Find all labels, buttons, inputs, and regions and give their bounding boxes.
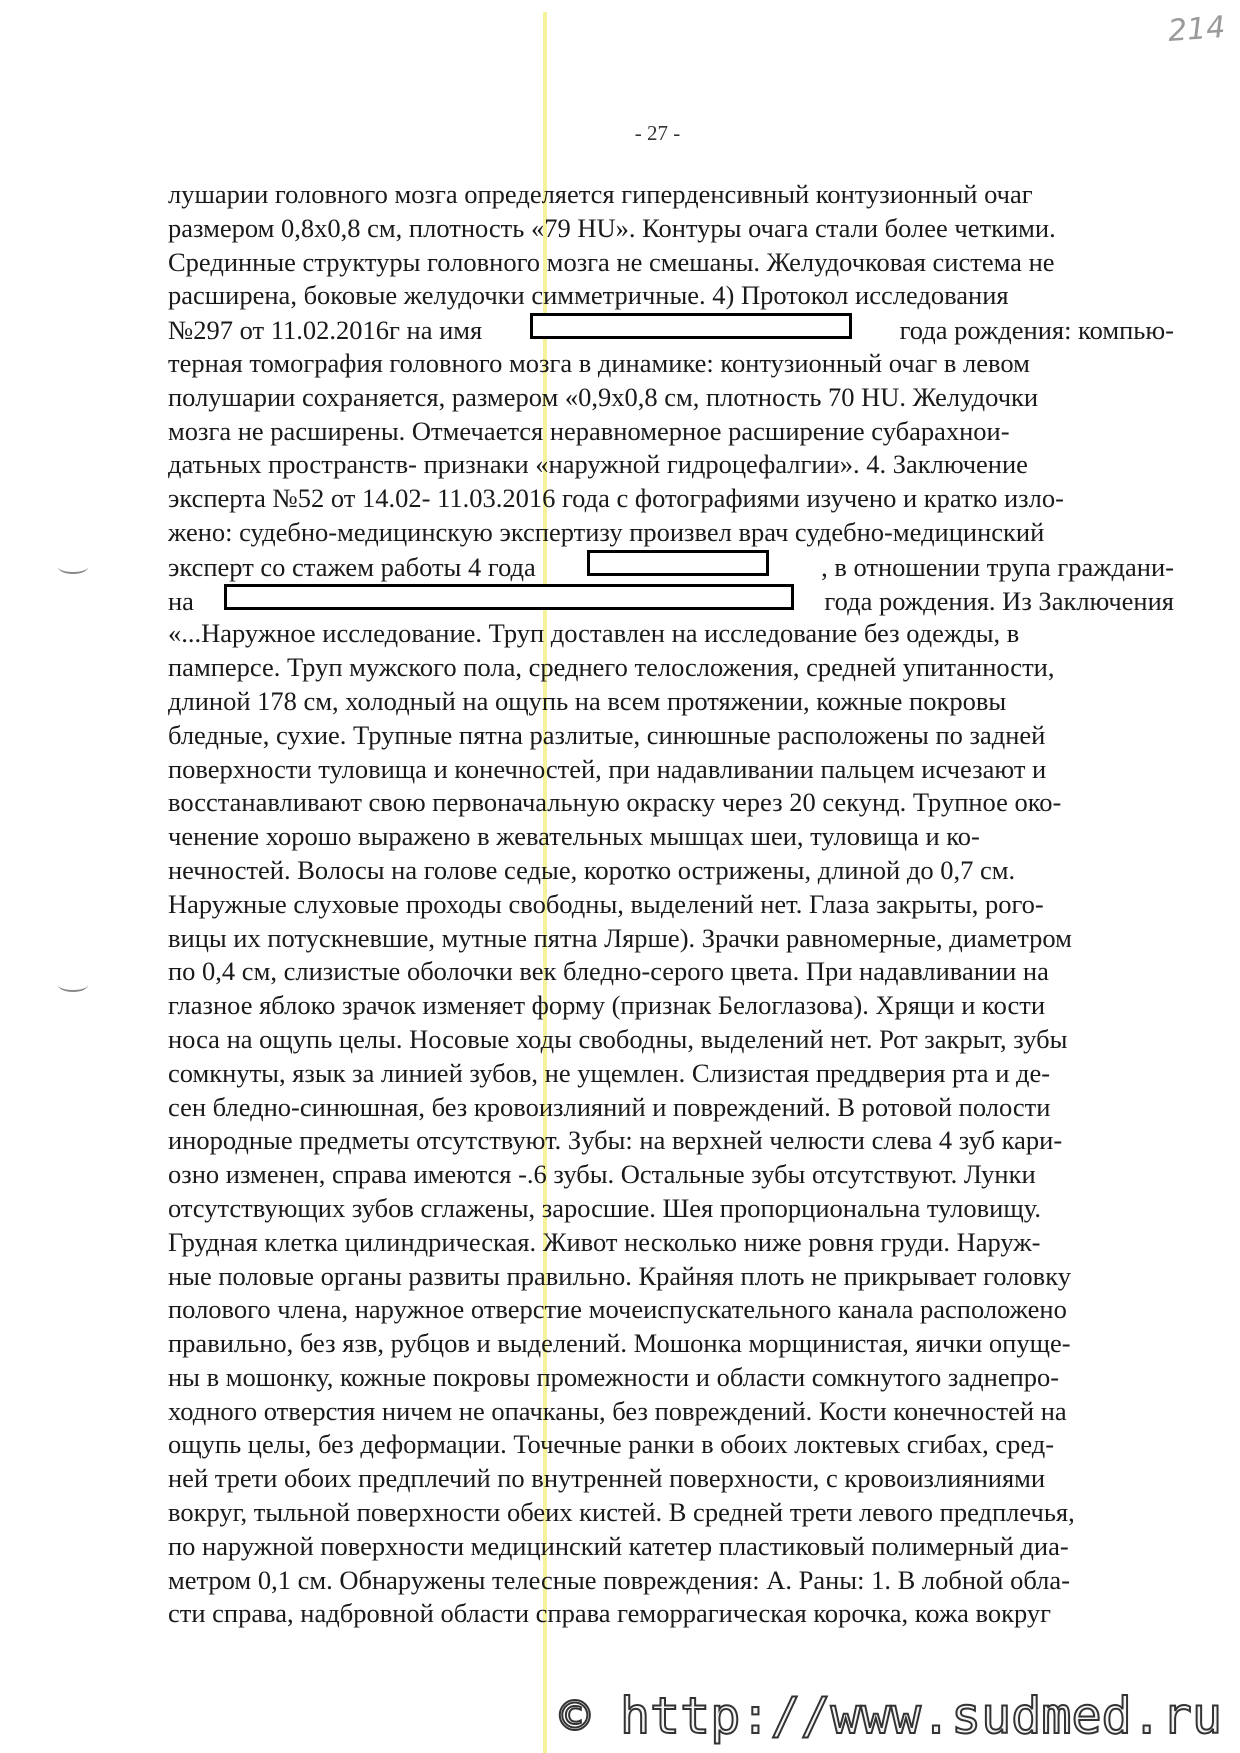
text-line-with-redaction <box>168 550 1174 584</box>
margin-mark <box>58 978 88 992</box>
text-line: Срединные структуры головного мозга не смешаны. Желудочковая система не <box>168 246 1055 277</box>
redaction-box <box>224 584 794 610</box>
text-line: носа на ощупь целы. Носовые ходы свободны, выделений нет. Рот закрыт, зубы <box>168 1023 1068 1054</box>
text-line: глазное яблоко зрачок изменяет форму (признак Белоглазова). Хрящи и кости <box>168 990 1045 1021</box>
text-line: нечностей. Волосы на голове седые, коротко острижены, длиной до 0,7 см. <box>168 854 1016 885</box>
text-line: сти справа, надбровной области справа геморрагическая корочка, кожа вокруг <box>168 1598 1052 1629</box>
text-line: сен бледно-синюшная, без кровоизлияний и повреждений. В ротовой полости <box>168 1091 1051 1122</box>
text-line: полушарии сохраняется, размером «0,9х0,8 см, плотность 70 HU. Желудочки <box>168 381 1039 412</box>
text-line: расширена, боковые желудочки симметричные. 4) Протокол исследования <box>168 280 1009 311</box>
text-line: эксперта №52 от 14.02- 11.03.2016 года с фотографиями изучено и кратко изло- <box>168 483 1064 514</box>
text-line: датьных пространств- признаки «наружной гидроцефалгии». 4. Заключение <box>168 449 1028 480</box>
text-line: правильно, без язв, рубцов и выделений. Мошонка морщинистая, яички опуще- <box>168 1328 1071 1359</box>
text-line: ходного отверстия ничем не опачканы, без повреждений. Кости конечностей на <box>168 1395 1067 1426</box>
text-segment: , в отношении трупа граждани- <box>821 551 1174 582</box>
text-line: по 0,4 см, слизистые оболочки век бледно-серого цвета. При надавливании на <box>168 956 1049 987</box>
text-line: лушарии головного мозга определяется гиперденсивный контузионный очаг <box>168 179 1033 209</box>
text-line: «...Наружное исследование. Труп доставлен на исследование без одежды, в <box>168 618 1020 649</box>
text-line: памперсе. Труп мужского пола, среднего телосложения, средней упитанности, <box>168 652 1055 683</box>
text-line: озно изменен, справа имеются -.6 зубы. Остальные зубы отсутствуют. Лунки <box>168 1159 1036 1190</box>
text-line: размером 0,8х0,8 см, плотность «79 HU». Контуры очага стали более четкими. <box>168 212 1056 243</box>
text-line: ченение хорошо выражено в жевательных мышцах шеи, туловища и ко- <box>168 821 980 852</box>
body-text <box>168 178 1174 1631</box>
text-line: ные половые органы развиты правильно. Крайняя плоть не прикрывает головку <box>168 1260 1071 1291</box>
text-line: длиной 178 см, холодный на ощупь на всем протяжении, кожные покровы <box>168 685 1007 716</box>
text-segment: года рождения: компью- <box>899 315 1174 346</box>
handwritten-page-number: 214 <box>1166 10 1227 49</box>
text-line: по наружной поверхности медицинский катетер пластиковый полимерный диа- <box>168 1530 1069 1561</box>
text-line: отсутствующих зубов сглажены, заросшие. Шея пропорциональна туловищу. <box>168 1192 1041 1223</box>
text-line: бледные, сухие. Трупные пятна разлитые, синюшные расположены по задней <box>168 719 1046 750</box>
text-line: мозга не расширены. Отмечается неравномерное расширение субарахнои- <box>168 415 1010 446</box>
text-line: жено: судебно-медицинскую экспертизу произвел врач судебно-медицинский <box>168 516 1045 547</box>
text-segment: года рождения. Из Заключения <box>824 585 1174 616</box>
text-line-with-redaction <box>168 584 1174 618</box>
watermark: © http://www.sudmed.ru <box>559 1687 1222 1745</box>
redaction-box <box>587 550 769 576</box>
text-line: восстанавливают свою первоначальную окраску через 20 секунд. Трупное око- <box>168 787 1062 818</box>
text-line: ней трети обоих предплечий по внутренней поверхности, с кровоизлияниями <box>168 1463 1046 1494</box>
page-number: - 27 - <box>634 121 681 145</box>
text-line: метром 0,1 см. Обнаружены телесные повреждения: А. Раны: 1. В лобной обла- <box>168 1564 1070 1595</box>
text-line: ны в мошонку, кожные покровы промежности и области сомкнутого заднепро- <box>168 1361 1060 1392</box>
text-line: вокруг, тыльной поверхности обеих кистей. В средней трети левого предплечья, <box>168 1497 1075 1528</box>
text-line: поверхности туловища и конечностей, при надавливании пальцем исчезают и <box>168 753 1047 784</box>
text-line: полового члена, наружное отверстие мочеиспускательного канала расположено <box>168 1294 1067 1325</box>
margin-mark <box>58 560 88 574</box>
text-line: ощупь целы, без деформации. Точечные ранки в обоих локтевых сгибах, сред- <box>168 1429 1055 1460</box>
text-line: Наружные слуховые проходы свободны, выделений нет. Глаза закрыты, рого- <box>168 888 1044 919</box>
text-segment: эксперт со стажем работы 4 года <box>168 551 536 582</box>
redaction-box <box>530 313 852 339</box>
text-line: Грудная клетка цилиндрическая. Живот несколько ниже ровня груди. Наруж- <box>168 1226 1041 1257</box>
text-line: сомкнуты, язык за линией зубов, не ущемлен. Слизистая преддверия рта и де- <box>168 1057 1051 1088</box>
text-line: вицы их потускневшие, мутные пятна Лярше). Зрачки равномерные, диаметром <box>168 922 1072 953</box>
text-line-with-redaction <box>168 313 1174 347</box>
text-segment: №297 от 11.02.2016г на имя <box>168 315 483 346</box>
text-line: инородные предметы отсутствуют. Зубы: на верхней челюсти слева 4 зуб кари- <box>168 1125 1063 1156</box>
text-segment: на <box>168 585 194 616</box>
text-line: терная томография головного мозга в динамике: контузионный очаг в левом <box>168 347 1030 378</box>
